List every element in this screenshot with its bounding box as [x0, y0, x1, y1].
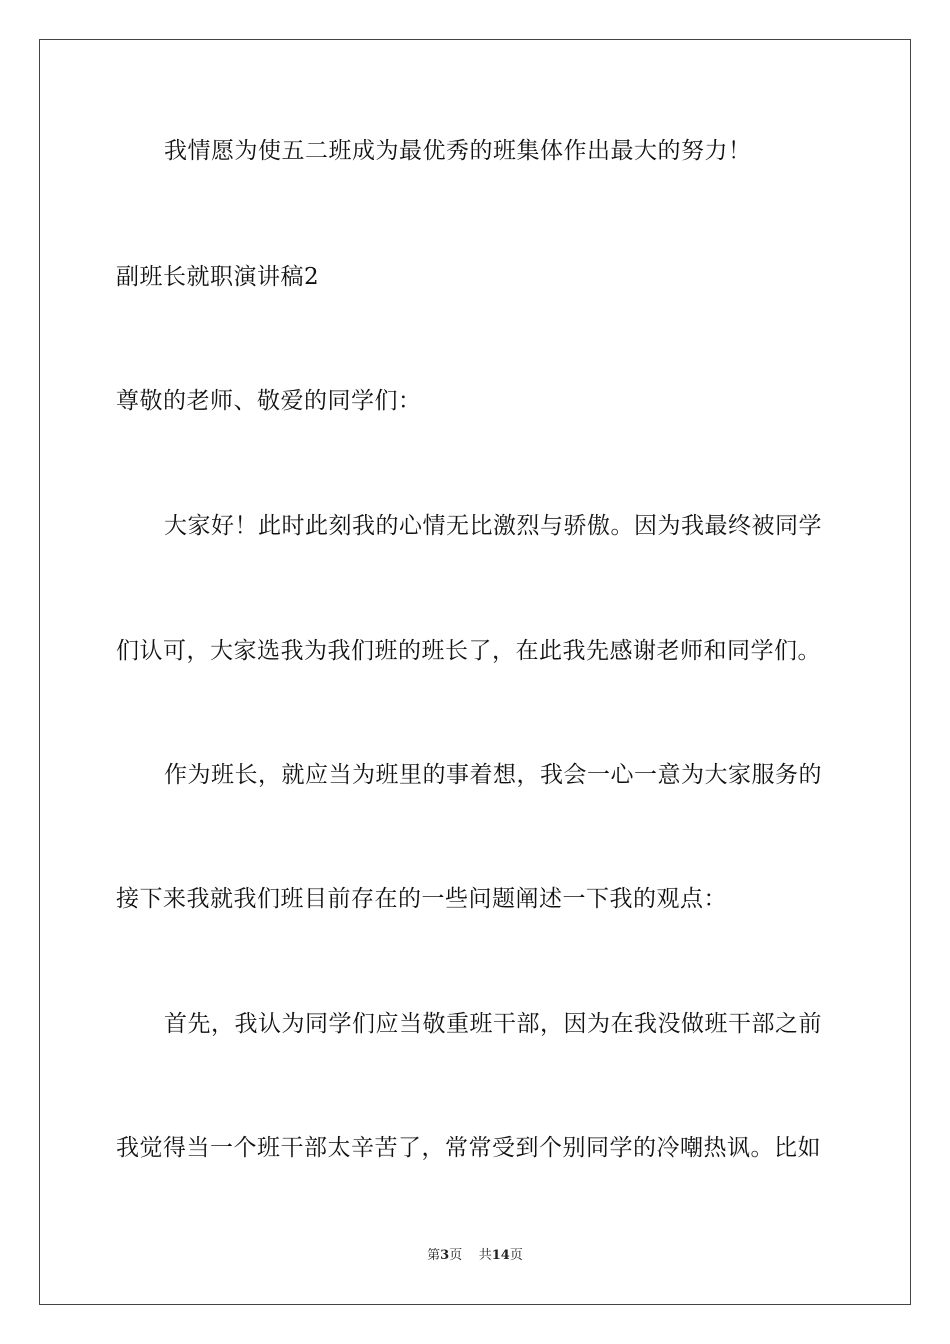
- page-number: 3: [440, 1248, 450, 1263]
- paragraph-line: 大家好！此时此刻我的心情无比激烈与骄傲。因为我最终被同学: [164, 513, 822, 539]
- paragraph-line: 们认可，大家选我为我们班的班长了，在此我先感谢老师和同学们。: [116, 638, 821, 664]
- paragraph-line: 作为班长，就应当为班里的事着想，我会一心一意为大家服务的: [164, 762, 822, 788]
- section-heading: 副班长就职演讲稿2: [116, 264, 320, 290]
- paragraph-line: 接下来我就我们班目前存在的一些问题阐述一下我的观点：: [116, 886, 727, 912]
- total-suffix: 页: [509, 1248, 523, 1263]
- page-border: [39, 39, 911, 1305]
- total-pages: 14: [491, 1248, 510, 1263]
- page-suffix: 页: [449, 1248, 463, 1263]
- page-prefix: 第: [427, 1248, 441, 1263]
- total-prefix: 共: [478, 1248, 492, 1263]
- page-footer: [0, 1247, 950, 1265]
- paragraph-line: 我情愿为使五二班成为最优秀的班集体作出最大的努力！: [164, 138, 752, 164]
- paragraph-line: 我觉得当一个班干部太辛苦了，常常受到个别同学的冷嘲热讽。比如: [116, 1135, 821, 1161]
- paragraph-line: 首先，我认为同学们应当敬重班干部，因为在我没做班干部之前: [164, 1011, 822, 1037]
- salutation: 尊敬的老师、敬爱的同学们：: [116, 388, 422, 414]
